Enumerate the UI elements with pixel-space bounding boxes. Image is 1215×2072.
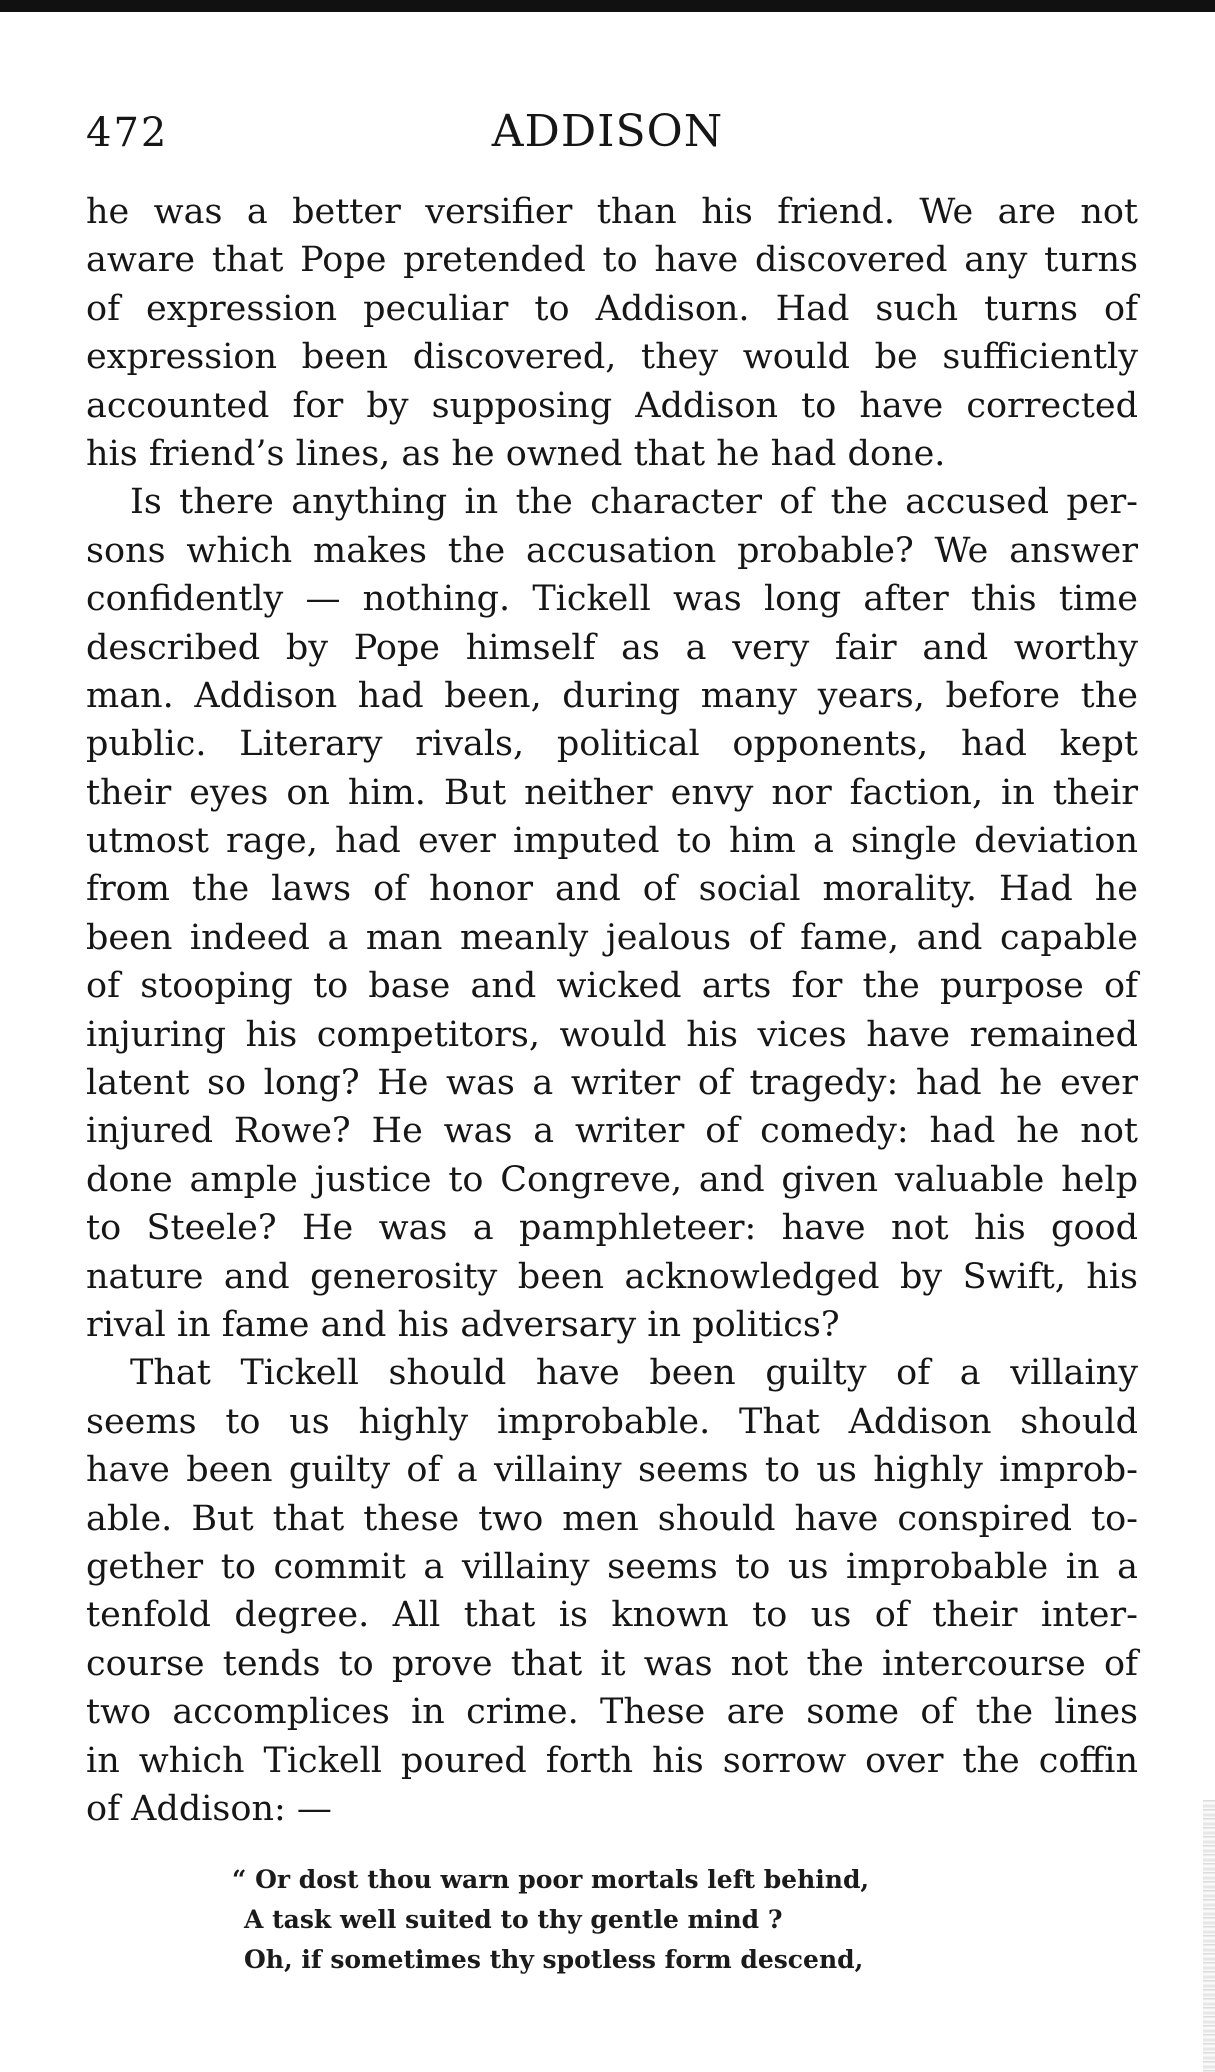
- text-line: nature and generosity been acknowledged by Swift, his: [86, 1256, 1138, 1297]
- text-line: his friend’s lines, as he owned that he had done.: [86, 433, 946, 474]
- text-line: able. But that these two men should have conspired to-: [86, 1498, 1138, 1539]
- body-text: [86, 188, 1138, 1833]
- text-line: rival in fame and his adversary in politics?: [86, 1304, 840, 1345]
- text-line: expression been discovered, they would be sufficiently: [86, 337, 1138, 378]
- text-line: described by Pope himself as a very fair and worthy: [86, 627, 1138, 668]
- text-line: aware that Pope pretended to have discovered any turns: [86, 240, 1138, 281]
- text-line: of stooping to base and wicked arts for the purpose of: [86, 966, 1138, 1007]
- text-line: confidently — nothing. Tickell was long after this time: [86, 579, 1138, 620]
- text-line: accounted for by supposing Addison to have corrected: [86, 385, 1138, 426]
- text-line: two accomplices in crime. These are some of the lines: [86, 1692, 1138, 1733]
- text-line: from the laws of honor and of social morality. Had he: [86, 869, 1138, 910]
- verse-line: “ Or dost thou warn poor mortals left behind,: [232, 1865, 870, 1894]
- text-line: been indeed a man meanly jealous of fame, and capable: [86, 917, 1138, 958]
- verse-line: Oh, if sometimes thy spotless form descend,: [244, 1945, 864, 1974]
- page-edge-shadow: [1203, 1800, 1215, 2072]
- text-line: public. Literary rivals, political opponents, had kept: [86, 724, 1138, 765]
- text-line: done ample justice to Congreve, and given valuable help: [86, 1159, 1138, 1200]
- text-line: in which Tickell poured forth his sorrow over the coffin: [86, 1740, 1138, 1781]
- text-line: seems to us highly improbable. That Addison should: [86, 1401, 1138, 1442]
- text-line: gether to commit a villainy seems to us improbable in a: [86, 1546, 1138, 1587]
- text-line: latent so long? He was a writer of tragedy: had he ever: [86, 1063, 1138, 1104]
- verse-line: A task well suited to thy gentle mind ?: [244, 1905, 783, 1934]
- text-line: of Addison: —: [86, 1788, 332, 1829]
- running-title: ADDISON: [491, 106, 724, 157]
- text-line: of expression peculiar to Addison. Had such turns of: [86, 288, 1138, 329]
- paragraph-2: [86, 478, 1138, 1349]
- text-line: utmost rage, had ever imputed to him a single deviation: [86, 821, 1138, 862]
- page-number: 472: [86, 110, 169, 156]
- text-line: That Tickell should have been guilty of a villainy: [130, 1353, 1138, 1394]
- paragraph-3: [86, 1349, 1138, 1833]
- text-line: their eyes on him. But neither envy nor faction, in their: [86, 772, 1138, 813]
- top-border-rule: [0, 0, 1215, 12]
- text-line: to Steele? He was a pamphleteer: have not his good: [86, 1208, 1138, 1249]
- text-line: injuring his competitors, would his vices have remained: [86, 1014, 1138, 1055]
- text-line: man. Addison had been, during many years, before the: [86, 675, 1138, 716]
- text-line: Is there anything in the character of the accused per-: [130, 482, 1138, 523]
- text-line: course tends to prove that it was not the intercourse of: [86, 1643, 1138, 1684]
- text-line: injured Rowe? He was a writer of comedy: had he not: [86, 1111, 1138, 1152]
- text-line: have been guilty of a villainy seems to us highly improb-: [86, 1450, 1138, 1491]
- verse-quotation: [232, 1860, 869, 1980]
- text-line: he was a better versifier than his friend. We are not: [86, 192, 1138, 232]
- text-line: sons which makes the accusation probable? We answer: [86, 530, 1138, 571]
- text-line: tenfold degree. All that is known to us of their inter-: [86, 1595, 1138, 1636]
- paragraph-1: [86, 188, 1138, 478]
